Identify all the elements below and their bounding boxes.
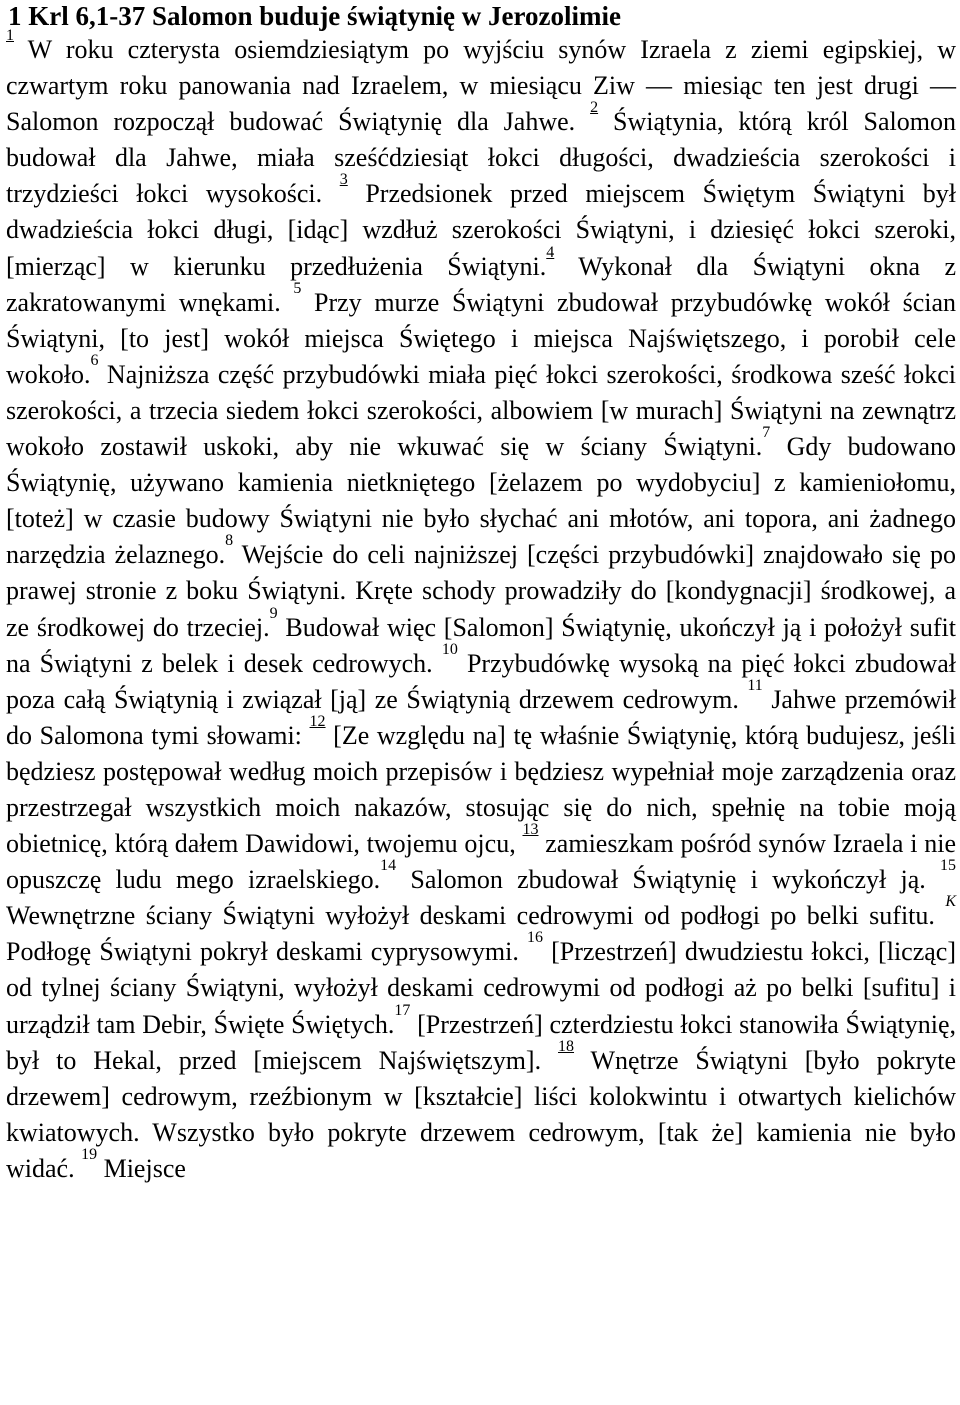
verse-number-3[interactable]: 3 <box>339 171 348 189</box>
verse-number-8: 8 <box>225 532 234 550</box>
verse-text-8: Wejście do celi najniższej [części przybudówki] znajdowało się po prawej stronie z boku Świątyni. Kręte schody prowadziły do [kondygnacji] środkowej, a ze środkowej do trzeciej. <box>6 540 956 642</box>
footnote-marker[interactable]: K <box>945 893 956 911</box>
verse-text-9: Budował więc [Salomon] Świątynię, ukończył ją i położył sufit na Świątyni z belek i desek cedrowych. <box>6 612 956 678</box>
verse-number-17: 17 <box>394 1001 411 1019</box>
verse-text-14: Salomon zbudował Świątynię i wykończył ją. <box>396 865 940 895</box>
verse-number-5: 5 <box>293 279 302 297</box>
verse-text-17: [Przestrzeń] czterdziestu łokci stanowiła Świątynię, był to Hekal, przed [miejscem Najświętszym]. <box>6 1009 956 1075</box>
verse-number-16: 16 <box>526 929 543 947</box>
verse-number-14: 14 <box>380 857 397 875</box>
verse-number-1[interactable]: 1 <box>6 27 14 44</box>
verse-text-12: [Ze względu na] tę właśnie Świątynię, którą budujesz, jeśli będziesz postępował według moich przepisów i będziesz wypełniał moje zarządzenia oraz przestrzegał wszystkich moich nakazów, stosując się do nich, spełnię na tobie moją obietnicę, którą dałem Dawidowi, twojemu ojcu, <box>6 720 956 859</box>
verse-text-15: Wewnętrzne ściany Świątyni wyłożył deskami cedrowymi od podłogi po belki sufitu. <box>6 901 946 931</box>
verse-text-3: Przedsionek przed miejscem Świętym Świątyni był dwadzieścia łokci długi, [idąc] wzdłuż szerokości Świątyni, i dziesięć łokci szeroki, [mierząc] w kierunku przedłużenia Świątyni. <box>6 179 957 281</box>
verse-text-18: Wnętrze Świątyni [było pokryte drzewem] cedrowym, rzeźbionym w [kształcie] liści kolokwintu i otwartych kielichów kwiatowych. Wszystko było pokryte drzewem cedrowym, [tak że] kamienia nie było widać. <box>6 1045 956 1183</box>
verse-text-5: Przy murze Świątyni zbudował przybudówkę wokół ścian Świątyni, [to jest] wokół miejsca Świętego i miejsca Najświętszego, i porobił cele wokoło. <box>6 287 956 389</box>
verse-number-4[interactable]: 4 <box>546 243 555 261</box>
verse-number-18[interactable]: 18 <box>558 1037 575 1055</box>
verse-text-7: Gdy budowano Świątynię, używano kamienia nietkniętego [żelazem po wydobyciu] z kamieniołomu, [toteż] w czasie budowy Świątyni nie było słychać ani młotów, ani topora, ani żadnego narzędzia żelaznego. <box>6 432 957 570</box>
verse-text-13: zamieszkam pośród synów Izraela i nie opuszczę ludu mego izraelskiego. <box>6 829 956 895</box>
verse-number-13[interactable]: 13 <box>522 821 539 839</box>
verse-text-2: Świątynia, którą król Salomon budował dla Jahwe, miała sześćdziesiąt łokci długości, dwadzieścia szerokości i trzydzieści łokci wysokości. <box>6 107 956 209</box>
verse-number-15: 15 <box>940 857 956 875</box>
verse-text-10: Przybudówkę wysoką na pięć łokci zbudował poza całą Świątynią i związał [ją] ze Świątynią drzewem cedrowym. <box>6 648 956 714</box>
verse-text-4: Wykonał dla Świątyni okna z zakratowanymi wnękami. <box>6 251 956 317</box>
verse-number-10: 10 <box>441 640 458 658</box>
verse-number-19: 19 <box>81 1145 98 1163</box>
verse-text-15-continued: Podłogę Świątyni pokrył deskami cyprysowymi. <box>6 937 527 967</box>
verse-text-16: [Przestrzeń] dwudziestu łokci, [licząc] od tylnej ściany Świątyni, wyłożył deskami cedrowymi od podłogi aż po belki [sufitu] i urządził tam Debir, Święte Świętych. <box>6 937 956 1039</box>
verse-text-1: W roku czterysta osiemdziesiątym po wyjściu synów Izraela z ziemi egipskiej, w czwartym roku panowania nad Izraelem, w miesiącu Ziw — miesiąc ten jest drugi — Salomon rozpoczął budować Świątynię dla Jahwe. <box>6 35 956 137</box>
verse-number-9: 9 <box>269 604 278 622</box>
verse-number-6: 6 <box>90 351 99 369</box>
verse-text-11: Jahwe przemówił do Salomona tymi słowami: <box>6 684 956 750</box>
verse-number-2[interactable]: 2 <box>590 99 599 117</box>
page-title: 1 Krl 6,1-37 Salomon buduje świątynię w Jerozolimie <box>8 1 621 31</box>
verse-number-12[interactable]: 12 <box>309 712 326 730</box>
verse-text-6: Najniższa część przybudówki miała pięć łokci szerokości, środkowa sześć łokci szerokości, a trzecia siedem łokci szerokości, albowiem [w murach] Świątyni na zewnątrz wokoło zostawił uskoki, aby nie wkuwać się w ściany Świątyni. <box>6 359 956 462</box>
verse-number-11: 11 <box>747 676 763 694</box>
verse-text-19: Miejsce <box>97 1153 186 1183</box>
verse-number-7: 7 <box>762 424 771 442</box>
chapter-text <box>6 27 957 1187</box>
